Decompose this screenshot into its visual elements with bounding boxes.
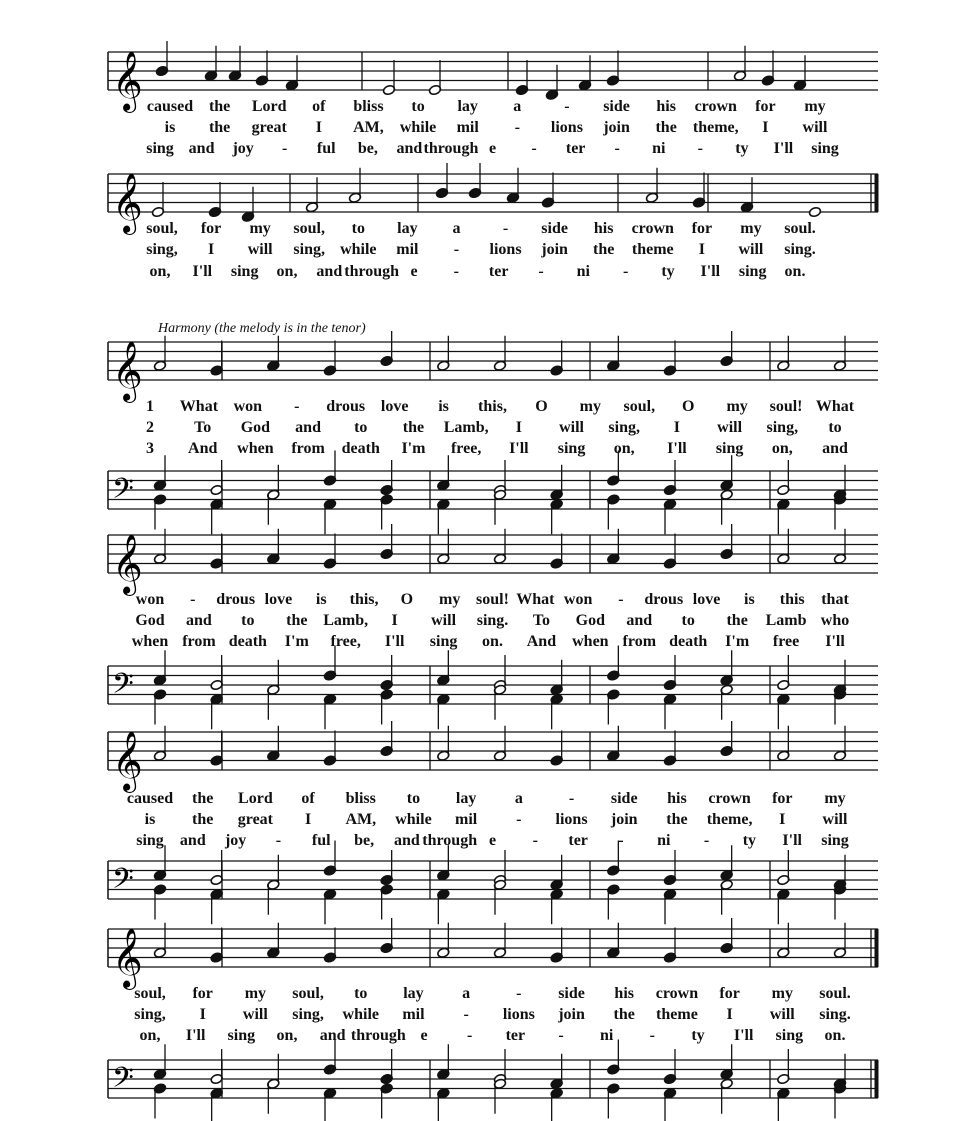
lyric-syllable: on.: [824, 1027, 846, 1044]
lyric-syllable: his: [593, 220, 614, 237]
lyric-syllable: is: [315, 591, 327, 608]
lyric-syllable: a: [462, 985, 471, 1002]
lyric-syllable: free,: [330, 633, 361, 650]
lyric-syllable: through: [344, 263, 400, 280]
lyric-syllable: I'll: [667, 440, 687, 457]
lyric-syllable: the: [208, 119, 231, 136]
lyric-syllable: What: [815, 398, 855, 415]
lyric-syllable: will: [769, 1006, 795, 1023]
lyric-syllable: won: [233, 398, 263, 415]
treble-clef-icon: 𝄞: [112, 51, 143, 111]
lyric-syllable: I: [726, 1006, 733, 1023]
lyric-syllable: O: [681, 398, 695, 415]
lyric-syllable: sing: [230, 263, 259, 280]
lyric-syllable: and: [316, 263, 343, 280]
lyric-syllable: soul,: [146, 220, 178, 237]
lyric-syllable: soul!: [769, 398, 803, 415]
lyric-syllable: To: [532, 612, 551, 629]
lyric-syllable: death: [669, 633, 708, 650]
lyric-syllable: when: [237, 440, 274, 457]
lyric-syllable: 2: [146, 419, 154, 436]
lyric-syllable: for: [200, 220, 222, 237]
lyric-syllable: I'll: [509, 440, 529, 457]
lyric-syllable: -: [568, 790, 575, 807]
lyric-syllable: for: [772, 790, 793, 807]
lyric-syllable: -: [618, 591, 624, 608]
lyric-syllable: e: [488, 140, 497, 157]
lyric-syllable: crown: [708, 790, 751, 807]
lyric-syllable: soul,: [623, 398, 656, 415]
lyric-syllable: crown: [655, 985, 699, 1002]
lyric-syllable: I'll: [825, 633, 845, 650]
lyric-syllable: to: [241, 612, 255, 629]
lyric-syllable: I'll: [185, 1027, 206, 1044]
lyric-syllable: I: [304, 811, 312, 828]
lyric-syllable: sing: [429, 633, 458, 650]
lyric-syllable: Lamb,: [323, 612, 369, 629]
lyric-syllable: ter: [568, 832, 588, 849]
treble-clef-icon: 𝄞: [112, 534, 143, 594]
lyric-syllable: a: [514, 790, 523, 807]
lyric-syllable: sing,: [146, 241, 178, 258]
lyric-syllable: won: [135, 591, 165, 608]
lyric-syllable: soul,: [293, 220, 326, 237]
lyric-syllable: I'm: [725, 633, 750, 650]
lyric-syllable: will: [802, 119, 828, 136]
lyric-syllable: join: [541, 241, 568, 258]
lyric-syllable: will: [242, 1006, 268, 1023]
lyric-syllable: O: [535, 398, 548, 415]
lyric-syllable: on,: [149, 263, 171, 280]
lyric-syllable: love: [380, 398, 409, 415]
lyric-syllable: e: [488, 832, 497, 849]
lyric-syllable: to: [351, 220, 365, 237]
lyric-syllable: drous: [644, 591, 684, 608]
lyric-syllable: and: [295, 419, 321, 436]
lyric-syllable: his: [667, 790, 687, 807]
lyric-syllable: and: [822, 440, 848, 457]
lyric-line: [0, 591, 975, 613]
lyric-syllable: my: [726, 398, 748, 415]
treble-clef-icon: 𝄞: [112, 173, 143, 233]
lyric-syllable: I: [762, 119, 769, 136]
lyric-syllable: sing: [136, 832, 164, 849]
lyric-line: [0, 832, 975, 854]
lyric-syllable: lay: [457, 98, 478, 115]
lyric-syllable: I'll: [700, 263, 721, 280]
lyric-syllable: will: [247, 241, 273, 258]
lyric-syllable: bliss: [345, 790, 376, 807]
bass-clef-icon: 𝄢: [112, 862, 134, 903]
lyric-syllable: I'll: [192, 263, 213, 280]
lyric-syllable: theme: [656, 1006, 698, 1023]
lyric-syllable: joy: [232, 140, 254, 157]
lyric-syllable: bliss: [353, 98, 384, 115]
lyric-syllable: -: [558, 1027, 564, 1044]
lyric-syllable: the: [666, 811, 688, 828]
lyric-syllable: that: [821, 591, 849, 608]
lyric-syllable: -: [282, 140, 288, 157]
lyric-syllable: on.: [482, 633, 503, 650]
lyric-syllable: Lord: [251, 98, 287, 115]
lyric-syllable: lay: [455, 790, 477, 807]
lyric-syllable: 3: [146, 440, 154, 457]
lyric-syllable: I: [199, 1006, 206, 1023]
lyric-syllable: mil: [396, 241, 419, 258]
lyric-syllable: this,: [349, 591, 379, 608]
lyric-syllable: God: [135, 612, 165, 629]
lyric-syllable: ni: [599, 1027, 614, 1044]
lyric-syllable: from: [182, 633, 216, 650]
lyric-syllable: lions: [489, 241, 522, 258]
lyric-syllable: sing,: [293, 241, 326, 258]
lyric-syllable: through: [350, 1027, 406, 1044]
lyric-syllable: I'm: [401, 440, 426, 457]
lyric-syllable: on,: [276, 1027, 298, 1044]
lyric-syllable: crown: [694, 98, 737, 115]
harmony-caption: Harmony (the melody is in the tenor): [158, 321, 366, 336]
lyric-syllable: when: [572, 633, 609, 650]
lyric-syllable: soul,: [292, 985, 324, 1002]
lyric-syllable: join: [610, 811, 638, 828]
lyric-syllable: sing: [738, 263, 767, 280]
lyric-syllable: on,: [771, 440, 793, 457]
lyric-syllable: AM,: [353, 119, 384, 136]
lyric-syllable: -: [294, 398, 300, 415]
lyric-syllable: joy: [224, 832, 247, 849]
lyric-syllable: this,: [478, 398, 507, 415]
lyric-syllable: won: [563, 591, 593, 608]
lyric-line: [0, 119, 975, 141]
lyric-syllable: theme: [631, 241, 674, 258]
lyric-line: [0, 985, 975, 1007]
lyric-syllable: caused: [146, 98, 194, 115]
lyric-syllable: for: [192, 985, 213, 1002]
lyric-syllable: my: [771, 985, 793, 1002]
lyric-syllable: great: [251, 119, 287, 136]
lyric-syllable: mil: [402, 1006, 425, 1023]
lyric-syllable: be,: [357, 140, 378, 157]
lyric-syllable: ter: [488, 263, 509, 280]
lyric-line: [0, 419, 975, 441]
lyric-syllable: soul.: [819, 985, 851, 1002]
treble-clef-icon: 𝄞: [112, 731, 143, 791]
lyric-syllable: ni: [576, 263, 590, 280]
lyric-syllable: drous: [216, 591, 256, 608]
lyric-syllable: lions: [555, 811, 588, 828]
lyric-syllable: -: [622, 263, 629, 280]
lyric-syllable: the: [192, 811, 214, 828]
lyric-syllable: will: [717, 419, 743, 436]
lyric-syllable: to: [354, 985, 368, 1002]
lyric-syllable: sing.: [476, 612, 509, 629]
lyric-syllable: while: [399, 119, 437, 136]
bass-clef-icon: 𝄢: [112, 1061, 134, 1102]
lyric-syllable: this: [779, 591, 805, 608]
lyric-syllable: sing,: [134, 1006, 166, 1023]
lyric-syllable: -: [466, 1027, 473, 1044]
lyric-syllable: I'm: [284, 633, 309, 650]
lyric-syllable: my: [579, 398, 602, 415]
lyric-syllable: -: [502, 220, 509, 237]
lyric-syllable: mil: [455, 811, 478, 828]
lyric-line: [0, 241, 975, 263]
lyric-syllable: e: [420, 1027, 428, 1044]
lyric-syllable: ni: [657, 832, 671, 849]
lyric-syllable: will: [738, 241, 764, 258]
lyric-syllable: I'll: [773, 140, 794, 157]
lyric-syllable: caused: [126, 790, 174, 807]
lyric-syllable: is: [744, 591, 755, 608]
treble-clef-icon: 𝄞: [112, 928, 143, 988]
lyric-syllable: 1: [146, 398, 154, 415]
lyric-syllable: What: [516, 591, 555, 608]
lyric-syllable: soul.: [784, 220, 816, 237]
lyric-syllable: join: [603, 119, 630, 136]
lyric-line: [0, 1027, 975, 1049]
lyric-line: [0, 98, 975, 120]
lyric-line: [0, 811, 975, 833]
lyric-syllable: free,: [450, 440, 482, 457]
lyric-syllable: lions: [502, 1006, 535, 1023]
lyric-syllable: and: [179, 832, 206, 849]
lyric-syllable: his: [614, 985, 635, 1002]
lyric-syllable: sing,: [608, 419, 641, 436]
lyric-syllable: And: [188, 440, 218, 457]
lyric-line: [0, 220, 975, 242]
lyric-syllable: of: [301, 790, 315, 807]
lyric-syllable: ty: [735, 140, 749, 157]
lyric-syllable: ni: [652, 140, 666, 157]
lyric-syllable: for: [755, 98, 776, 115]
lyric-syllable: from: [291, 440, 325, 457]
lyric-syllable: is: [144, 811, 156, 828]
lyric-line: [0, 440, 975, 462]
lyric-syllable: is: [438, 398, 449, 415]
lyric-syllable: I: [698, 241, 705, 258]
lyric-syllable: O: [400, 591, 414, 608]
lyric-syllable: the: [286, 612, 308, 629]
lyric-syllable: to: [411, 98, 425, 115]
lyric-syllable: -: [538, 263, 544, 280]
lyric-syllable: sing,: [766, 419, 799, 436]
lyric-syllable: ful: [311, 832, 331, 849]
lyric-syllable: ty: [742, 832, 757, 849]
lyric-syllable: e: [410, 263, 418, 280]
lyric-syllable: -: [516, 811, 522, 828]
lyric-syllable: I'll: [384, 633, 405, 650]
lyric-syllable: my: [824, 790, 846, 807]
lyric-syllable: on,: [613, 440, 635, 457]
lyric-syllable: God: [240, 419, 271, 436]
lyric-syllable: and: [319, 1027, 346, 1044]
lyric-syllable: Lamb: [765, 612, 807, 629]
lyric-syllable: -: [564, 98, 570, 115]
lyric-syllable: -: [463, 1006, 469, 1023]
lyric-syllable: the: [593, 241, 615, 258]
lyric-syllable: sing: [775, 1027, 804, 1044]
lyric-syllable: I'll: [733, 1027, 754, 1044]
lyric-syllable: sing: [715, 440, 744, 457]
lyric-syllable: a: [513, 98, 522, 115]
lyric-syllable: his: [656, 98, 676, 115]
lyric-syllable: -: [190, 591, 196, 608]
bass-clef-icon: 𝄢: [112, 667, 134, 708]
lyric-syllable: side: [610, 790, 638, 807]
lyric-syllable: death: [228, 633, 267, 650]
lyric-syllable: be,: [354, 832, 375, 849]
lyric-syllable: -: [275, 832, 282, 849]
lyric-syllable: the: [655, 119, 677, 136]
lyric-syllable: to: [828, 419, 842, 436]
lyric-syllable: ter: [565, 140, 586, 157]
lyric-syllable: on,: [139, 1027, 161, 1044]
lyric-syllable: I: [515, 419, 522, 436]
lyric-syllable: sing: [557, 440, 586, 457]
lyric-syllable: theme,: [706, 811, 753, 828]
lyric-syllable: -: [514, 119, 520, 136]
lyric-syllable: free: [772, 633, 800, 650]
lyric-syllable: soul,: [134, 985, 166, 1002]
lyric-syllable: -: [531, 140, 537, 157]
lyric-line: [0, 1006, 975, 1028]
lyric-syllable: my: [249, 220, 271, 237]
lyric-syllable: I: [207, 241, 215, 258]
lyric-syllable: will: [431, 612, 457, 629]
lyric-syllable: and: [186, 612, 212, 629]
lyric-syllable: -: [453, 263, 459, 280]
lyric-syllable: soul!: [476, 591, 509, 608]
lyric-syllable: side: [541, 220, 568, 237]
lyric-syllable: through: [422, 832, 478, 849]
lyric-syllable: ter: [505, 1027, 526, 1044]
lyric-syllable: and: [396, 140, 423, 157]
lyric-syllable: sing: [811, 140, 839, 157]
lyric-syllable: What: [179, 398, 219, 415]
lyric-syllable: while: [340, 241, 377, 258]
lyric-syllable: I: [315, 119, 322, 136]
lyric-syllable: and: [393, 832, 420, 849]
lyric-syllable: on,: [276, 263, 298, 280]
lyric-syllable: sing: [821, 832, 849, 849]
lyric-syllable: will: [822, 811, 848, 828]
lyric-syllable: -: [532, 832, 538, 849]
lyric-syllable: to: [354, 419, 368, 436]
lyric-syllable: theme,: [692, 119, 739, 136]
lyric-syllable: sing.: [784, 241, 816, 258]
lyric-syllable: To: [194, 419, 212, 436]
lyric-syllable: to: [681, 612, 695, 629]
lyric-syllable: side: [603, 98, 630, 115]
lyric-syllable: through: [423, 140, 479, 157]
lyric-syllable: is: [164, 119, 176, 136]
lyric-syllable: the: [402, 419, 425, 436]
lyric-syllable: -: [703, 832, 710, 849]
lyric-syllable: great: [237, 811, 273, 828]
lyric-line: [0, 398, 975, 420]
lyric-syllable: join: [558, 1006, 585, 1023]
lyric-syllable: love: [692, 591, 721, 608]
lyric-syllable: -: [618, 832, 624, 849]
lyric-syllable: lions: [550, 119, 583, 136]
lyric-syllable: death: [341, 440, 380, 457]
lyric-syllable: the: [192, 790, 214, 807]
lyric-syllable: sing.: [819, 1006, 851, 1023]
lyric-syllable: lay: [403, 985, 424, 1002]
lyric-line: [0, 263, 975, 285]
lyric-syllable: love: [264, 591, 293, 608]
lyric-syllable: Lord: [238, 790, 273, 807]
lyric-line: [0, 612, 975, 634]
treble-clef-icon: 𝄞: [112, 341, 143, 401]
lyric-syllable: crown: [631, 220, 674, 237]
lyric-syllable: the: [208, 98, 231, 115]
lyric-syllable: ful: [316, 140, 336, 157]
bass-clef-icon: 𝄢: [112, 472, 134, 513]
lyric-syllable: the: [726, 612, 748, 629]
lyric-syllable: I: [779, 811, 786, 828]
lyric-syllable: a: [452, 220, 461, 237]
lyric-syllable: side: [558, 985, 585, 1002]
lyric-syllable: to: [406, 790, 421, 807]
lyric-syllable: from: [622, 633, 657, 650]
lyric-syllable: ty: [691, 1027, 705, 1044]
lyric-syllable: -: [697, 140, 703, 157]
lyric-syllable: God: [575, 612, 606, 629]
lyric-syllable: sing: [227, 1027, 256, 1044]
lyric-syllable: ty: [661, 263, 675, 280]
lyric-syllable: -: [516, 985, 522, 1002]
lyric-syllable: the: [613, 1006, 635, 1023]
lyric-syllable: I: [673, 419, 681, 436]
lyric-syllable: AM,: [345, 811, 377, 828]
lyric-line: [0, 140, 975, 162]
lyric-syllable: -: [453, 241, 460, 258]
lyric-syllable: when: [131, 633, 169, 650]
lyric-syllable: my: [439, 591, 461, 608]
lyric-syllable: mil: [456, 119, 479, 136]
lyric-line: [0, 633, 975, 655]
lyric-syllable: -: [649, 1027, 655, 1044]
lyric-syllable: sing,: [292, 1006, 324, 1023]
lyric-syllable: and: [188, 140, 215, 157]
lyric-syllable: -: [614, 140, 620, 157]
lyric-syllable: on.: [784, 263, 806, 280]
lyric-syllable: while: [395, 811, 432, 828]
lyric-syllable: for: [691, 220, 713, 237]
lyric-line: [0, 790, 975, 812]
lyric-syllable: while: [342, 1006, 379, 1023]
lyric-syllable: drous: [326, 398, 366, 415]
lyric-syllable: And: [526, 633, 557, 650]
lyric-syllable: sing: [146, 140, 174, 157]
lyric-syllable: and: [626, 612, 653, 629]
lyric-syllable: my: [740, 220, 762, 237]
lyric-syllable: who: [820, 612, 850, 629]
lyric-syllable: my: [244, 985, 267, 1002]
lyric-syllable: for: [719, 985, 740, 1002]
lyric-syllable: I'll: [782, 832, 802, 849]
lyric-syllable: Lamb,: [443, 419, 489, 436]
lyric-syllable: my: [804, 98, 826, 115]
lyric-syllable: lay: [397, 220, 418, 237]
lyric-syllable: of: [312, 98, 326, 115]
lyric-syllable: I: [391, 612, 398, 629]
lyric-syllable: will: [559, 419, 584, 436]
